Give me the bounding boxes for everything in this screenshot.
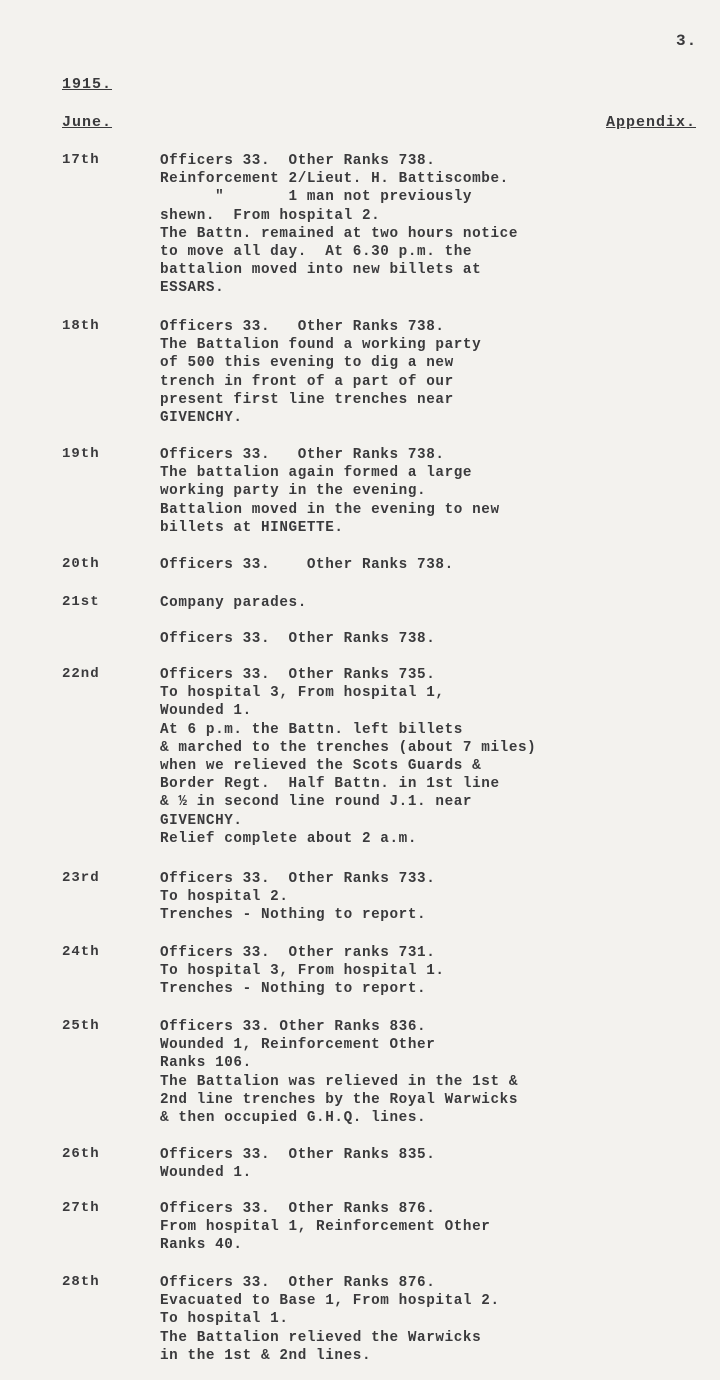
- entry-text: Officers 33. Other Ranks 738. The battalion again formed a large working party in the evening. Battalion moved in the evening to new billets at HINGETTE.: [160, 447, 500, 536]
- entry-date: 27th: [62, 1200, 100, 1216]
- entry-text: Officers 33. Other Ranks 738.: [160, 557, 454, 573]
- entry-text: Officers 33. Other Ranks 876. Evacuated to Base 1, From hospital 2. To hospital 1. The Battalion relieved the Warwicks in the 1st & 2nd lines.: [160, 1275, 500, 1364]
- entry-text: Officers 33. Other Ranks 738. The Battalion found a working party of 500 this evening to dig a new trench in front of a part of our present first line trenches near GIVENCHY.: [160, 319, 482, 427]
- page-number: 3.: [676, 32, 698, 50]
- month-heading: June.: [62, 114, 113, 131]
- entry-date: 24th: [62, 944, 100, 960]
- appendix-heading: Appendix.: [606, 114, 697, 131]
- entry-date: 28th: [62, 1274, 100, 1290]
- entry-text: Officers 33. Other ranks 731. To hospital 3, From hospital 1. Trenches - Nothing to report.: [160, 945, 445, 998]
- entry-date: 23rd: [62, 870, 100, 886]
- entry-text: Company parades. Officers 33. Other Ranks 738.: [160, 595, 436, 648]
- entry-date: 26th: [62, 1146, 100, 1162]
- entry-text: Officers 33. Other Ranks 835. Wounded 1.: [160, 1147, 436, 1182]
- entry-text: Officers 33. Other Ranks 738. Reinforcement 2/Lieut. H. Battiscombe. " 1 man not previously shewn. From hospital 2. The Battn. remained at two hours notice to move all day. At 6.30 p.m. the battalion moved into new billets at ESSARS.: [160, 153, 519, 297]
- entry-text: Officers 33. Other Ranks 735. To hospital 3, From hospital 1, Wounded 1. At 6 p.m. the Battn. left billets & marched to the trenches (about 7 miles) when we relieved the Scots Guards & Border Regt. Half Battn. in 1st line & ½ in second line round J.1. near GIVENCHY. Relief complete about 2 a.m.: [160, 667, 537, 847]
- entry-text: Officers 33. Other Ranks 876. From hospital 1, Reinforcement Other Ranks 40.: [160, 1201, 491, 1254]
- entry-date: 18th: [62, 318, 100, 334]
- entry-date: 25th: [62, 1018, 100, 1034]
- entry-date: 19th: [62, 446, 100, 462]
- entry-date: 21st: [62, 594, 100, 610]
- entry-text: Officers 33. Other Ranks 733. To hospital 2. Trenches - Nothing to report.: [160, 871, 436, 924]
- entry-date: 20th: [62, 556, 100, 572]
- entry-date: 22nd: [62, 666, 100, 682]
- entry-text: Officers 33. Other Ranks 836. Wounded 1, Reinforcement Other Ranks 106. The Battalion was relieved in the 1st & 2nd line trenches by the Royal Warwicks & then occupied G.H.Q. lines.: [160, 1019, 519, 1127]
- year-heading: 1915.: [62, 76, 113, 93]
- entry-date: 17th: [62, 152, 100, 168]
